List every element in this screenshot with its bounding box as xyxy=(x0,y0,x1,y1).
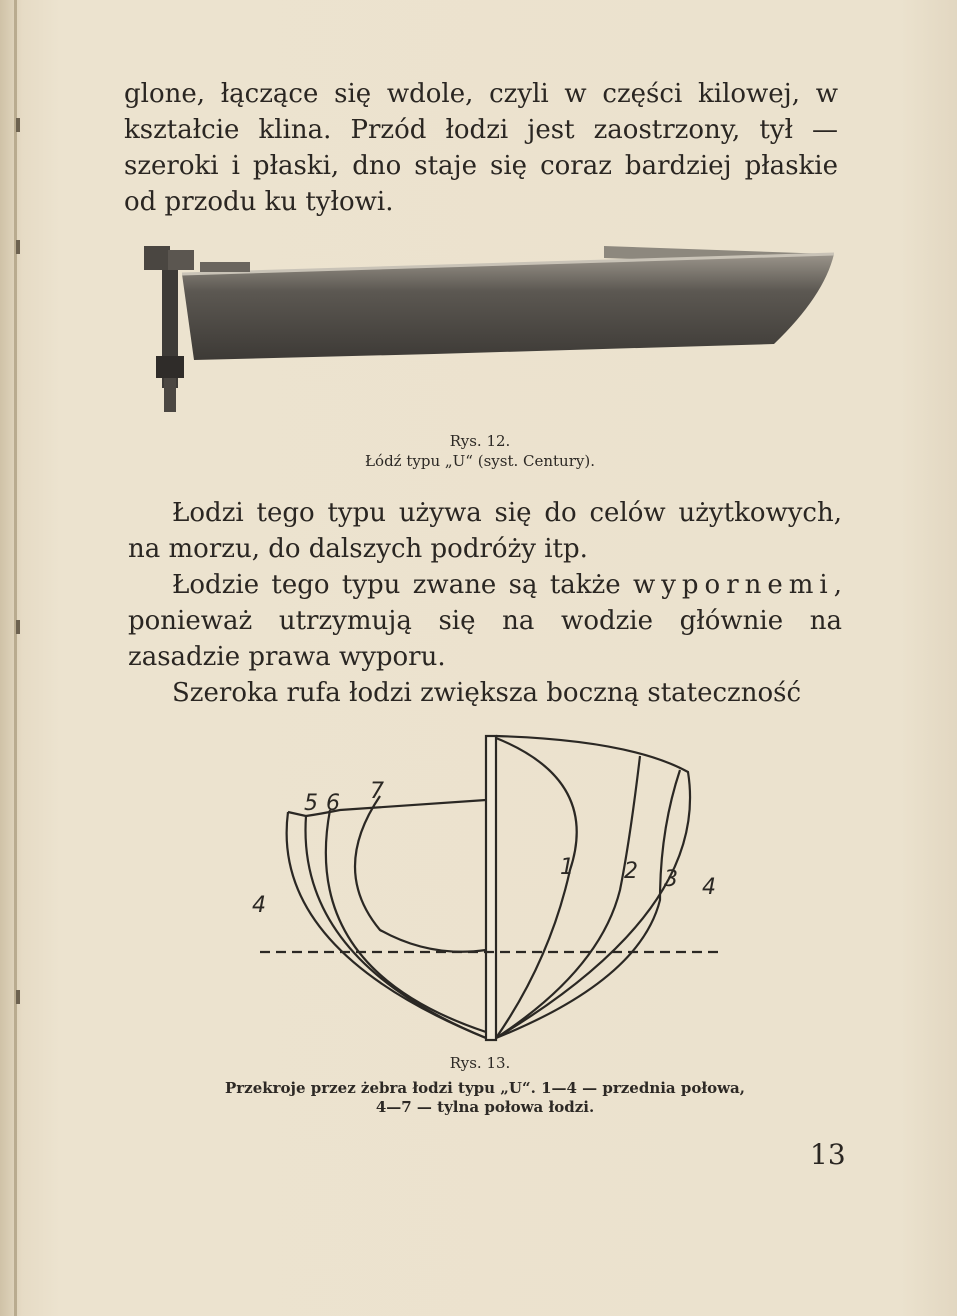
page-binding-edge xyxy=(14,0,17,1316)
paragraph-1: glone, łączące się wdole, czyli w części kilowej, w kształcie klina. Przód łodzi jest zaostrzony, tył — szeroki i płaski, dno staje się coraz bardziej płaskie od przodu ku tyłowi. xyxy=(124,79,838,217)
section-label-4-rear: 4 xyxy=(252,893,266,918)
section-label-5: 5 xyxy=(304,791,318,816)
figure-13-caption: Przekroje przez żebra łodzi typu „U“. 1—4 — przednia połowa, 4—7 — tylna połowa łodzi. xyxy=(225,1079,745,1116)
section-label-7: 7 xyxy=(370,779,384,804)
figure-12-caption: Łódź typu „U“ (syst. Century). xyxy=(365,452,595,470)
page-number: 13 xyxy=(810,1138,846,1171)
outboard-motor-head xyxy=(144,246,170,270)
binding-mark xyxy=(16,240,20,254)
section-label-1: 1 xyxy=(560,855,574,880)
paragraph-3-end: , ponieważ utrzymują się na wodzie głównie na zasadzie prawa wyporu. xyxy=(128,570,842,672)
figure-12-label: Rys. 12. xyxy=(449,432,511,450)
outboard-propeller-housing xyxy=(156,356,184,378)
boat-photo xyxy=(134,236,864,426)
binding-mark xyxy=(16,118,20,132)
motor-mount xyxy=(200,262,250,272)
outboard-skeg xyxy=(164,378,176,412)
section-line-2 xyxy=(496,756,640,1038)
binding-mark xyxy=(16,990,20,1004)
paragraph-3-start: Łodzie tego typu zwane są także xyxy=(172,570,633,600)
section-line-7 xyxy=(355,796,486,952)
section-label-2: 2 xyxy=(624,859,638,884)
section-label-3: 3 xyxy=(664,867,678,892)
section-label-4-front: 4 xyxy=(702,875,716,900)
section-line-4-rear xyxy=(287,812,486,1038)
binding-mark xyxy=(16,620,20,634)
hull-sections-diagram xyxy=(240,730,740,1050)
emphasized-term: wypornemi xyxy=(632,570,834,600)
section-label-6: 6 xyxy=(326,791,340,816)
keel-centerline xyxy=(486,736,496,1040)
paragraph-2: Łodzi tego typu używa się do celów użytkowych, na morzu, do dalszych podróży itp. xyxy=(128,498,842,564)
paragraph-3 xyxy=(128,567,842,675)
figure-13-label: Rys. 13. xyxy=(449,1054,511,1072)
paragraph-4: Szeroka rufa łodzi zwiększa boczną stateczność xyxy=(172,678,802,708)
outboard-motor-cover xyxy=(168,250,194,270)
